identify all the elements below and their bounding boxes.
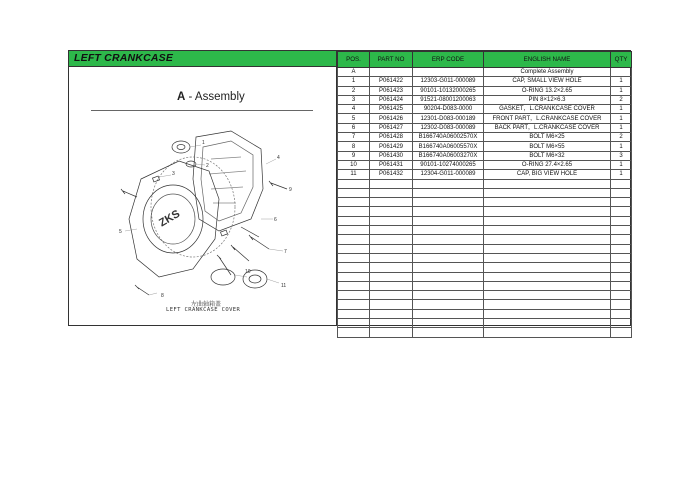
table-row <box>338 114 632 123</box>
empty-cell <box>413 226 484 235</box>
callout-7: 7 <box>284 249 287 255</box>
back-cover-inner <box>201 141 253 221</box>
bolt-shape-6 <box>269 181 287 189</box>
cell-part-no: P061432 <box>370 170 413 179</box>
empty-cell <box>413 291 484 300</box>
empty-cell <box>338 328 370 337</box>
sheet-title: LEFT CRANKCASE <box>74 52 174 64</box>
cell-pos: 11 <box>338 170 370 179</box>
bolt-shape-4 <box>217 255 231 275</box>
cell-erp-code: 91521-08001200063 <box>413 95 484 104</box>
empty-cell <box>611 291 632 300</box>
table-row <box>338 68 632 77</box>
callout-6: 6 <box>274 217 277 223</box>
small-cap-shape <box>172 141 190 153</box>
table-row <box>338 105 632 114</box>
table-row <box>338 95 632 104</box>
cell-english-name: CAP, BIG VIEW HOLE <box>484 170 611 179</box>
cell-qty <box>611 68 632 77</box>
empty-cell <box>338 235 370 244</box>
empty-table-row <box>338 188 632 197</box>
empty-cell <box>370 207 413 216</box>
empty-cell <box>338 272 370 281</box>
empty-table-row <box>338 207 632 216</box>
empty-cell <box>611 328 632 337</box>
callout-9: 9 <box>289 187 292 193</box>
empty-cell <box>611 300 632 309</box>
empty-table-row <box>338 300 632 309</box>
drawing-pane <box>69 67 337 325</box>
col-header-pos: POS. <box>338 52 370 68</box>
empty-cell <box>611 263 632 272</box>
cell-pos: 8 <box>338 142 370 151</box>
table-row <box>338 160 632 169</box>
empty-cell <box>413 198 484 207</box>
empty-cell <box>370 272 413 281</box>
cell-part-no: P061425 <box>370 105 413 114</box>
heading-rule <box>91 110 313 111</box>
empty-cell <box>370 179 413 188</box>
empty-cell <box>370 281 413 290</box>
cell-erp-code: 12302-D083-000089 <box>413 123 484 132</box>
cell-pos: 5 <box>338 114 370 123</box>
empty-cell <box>370 198 413 207</box>
empty-cell <box>413 235 484 244</box>
col-header-part-no: PART NO <box>370 52 413 68</box>
empty-cell <box>338 300 370 309</box>
pin-shape-b <box>220 230 227 236</box>
small-cap-center <box>177 145 185 150</box>
cell-english-name: CAP, SMALL VIEW HOLE <box>484 77 611 86</box>
empty-cell <box>370 244 413 253</box>
empty-cell <box>484 216 611 225</box>
cell-qty: 1 <box>611 170 632 179</box>
empty-cell <box>413 328 484 337</box>
empty-table-row <box>338 235 632 244</box>
empty-cell <box>611 179 632 188</box>
cell-pos: 1 <box>338 77 370 86</box>
cell-part-no: P061422 <box>370 77 413 86</box>
empty-cell <box>370 253 413 262</box>
cell-erp-code <box>413 68 484 77</box>
empty-table-row <box>338 291 632 300</box>
parts-table <box>337 51 632 338</box>
empty-cell <box>484 272 611 281</box>
empty-cell <box>484 179 611 188</box>
empty-cell <box>484 319 611 328</box>
empty-cell <box>370 328 413 337</box>
empty-cell <box>484 291 611 300</box>
callout-2: 2 <box>206 163 209 169</box>
callout-4: 4 <box>277 155 280 161</box>
empty-cell <box>370 235 413 244</box>
empty-cell <box>484 226 611 235</box>
table-row <box>338 77 632 86</box>
callout-3: 3 <box>172 171 175 177</box>
empty-cell <box>484 328 611 337</box>
empty-cell <box>484 263 611 272</box>
col-header-qty: QTY <box>611 52 632 68</box>
table-row <box>338 142 632 151</box>
cell-qty: 2 <box>611 133 632 142</box>
table-row <box>338 170 632 179</box>
cell-part-no: P061423 <box>370 86 413 95</box>
cell-part-no: P061427 <box>370 123 413 132</box>
cell-erp-code: 90101-10274000265 <box>413 160 484 169</box>
empty-cell <box>338 244 370 253</box>
cell-pos: A <box>338 68 370 77</box>
cell-english-name: BOLT M6×55 <box>484 142 611 151</box>
bolt-shape-7 <box>241 227 259 237</box>
cell-pos: 6 <box>338 123 370 132</box>
sheet-title-bar <box>69 51 337 67</box>
cell-english-name: BACK PART，L.CRANKCASE COVER <box>484 123 611 132</box>
cell-erp-code: 12303-G011-000089 <box>413 77 484 86</box>
cell-qty: 1 <box>611 86 632 95</box>
empty-cell <box>338 188 370 197</box>
empty-cell <box>484 235 611 244</box>
empty-cell <box>611 198 632 207</box>
bolt-shape-1 <box>121 189 137 197</box>
cell-pos: 7 <box>338 133 370 142</box>
cell-qty: 1 <box>611 160 632 169</box>
cell-part-no: P061428 <box>370 133 413 142</box>
cell-erp-code: B166740A06002570X <box>413 133 484 142</box>
col-header-erp-code: ERP CODE <box>413 52 484 68</box>
empty-cell <box>484 309 611 318</box>
table-row <box>338 133 632 142</box>
empty-cell <box>338 216 370 225</box>
cell-erp-code: 90204-D083-0000 <box>413 105 484 114</box>
drawing-caption-en: LEFT CRANKCASE COVER <box>166 307 241 313</box>
callout-5: 5 <box>119 229 122 235</box>
cell-english-name: GASKET，L.CRANKCASE COVER <box>484 105 611 114</box>
bolt-shape-3 <box>231 245 249 261</box>
cell-english-name: PIN 8×12×6.3 <box>484 95 611 104</box>
empty-cell <box>338 319 370 328</box>
empty-cell <box>484 281 611 290</box>
empty-table-row <box>338 281 632 290</box>
empty-cell <box>413 207 484 216</box>
cell-qty: 1 <box>611 123 632 132</box>
cell-qty: 1 <box>611 77 632 86</box>
empty-cell <box>338 263 370 272</box>
empty-cell <box>413 216 484 225</box>
cell-english-name: FRONT PART，L.CRANKCASE COVER <box>484 114 611 123</box>
empty-table-row <box>338 216 632 225</box>
big-cap-center <box>249 275 261 283</box>
empty-cell <box>370 188 413 197</box>
empty-cell <box>611 281 632 290</box>
empty-cell <box>611 309 632 318</box>
cell-qty: 1 <box>611 105 632 114</box>
large-oring-shape <box>211 269 235 285</box>
table-row <box>338 151 632 160</box>
empty-cell <box>370 300 413 309</box>
empty-cell <box>611 319 632 328</box>
cell-erp-code: B166740A06003270X <box>413 151 484 160</box>
empty-cell <box>338 207 370 216</box>
cell-erp-code: 12304-G011-000089 <box>413 170 484 179</box>
cell-erp-code: 12301-D083-000189 <box>413 114 484 123</box>
empty-cell <box>338 291 370 300</box>
cell-qty: 3 <box>611 151 632 160</box>
cell-part-no: P061429 <box>370 142 413 151</box>
cell-qty: 1 <box>611 142 632 151</box>
empty-cell <box>413 309 484 318</box>
empty-cell <box>370 216 413 225</box>
assembly-label: - Assembly <box>185 91 245 103</box>
cell-erp-code: B166740A06005570X <box>413 142 484 151</box>
cell-pos: 3 <box>338 95 370 104</box>
empty-cell <box>413 253 484 262</box>
cell-erp-code: 90101-10132000265 <box>413 86 484 95</box>
empty-cell <box>413 263 484 272</box>
cell-part-no: P061431 <box>370 160 413 169</box>
drawing-caption-cn: 左曲轴箱盖 <box>191 301 222 308</box>
empty-table-row <box>338 319 632 328</box>
empty-cell <box>370 291 413 300</box>
assembly-letter: A <box>177 91 186 103</box>
callout-8: 8 <box>161 293 164 299</box>
cell-part-no: P061430 <box>370 151 413 160</box>
pin-shape-a <box>152 176 159 182</box>
empty-cell <box>484 207 611 216</box>
cell-english-name: O-RING 27.4×2.65 <box>484 160 611 169</box>
empty-cell <box>611 207 632 216</box>
empty-cell <box>338 309 370 318</box>
assembly-heading <box>177 91 245 103</box>
cell-pos: 2 <box>338 86 370 95</box>
empty-cell <box>413 188 484 197</box>
leader-lines <box>125 145 283 295</box>
empty-cell <box>611 216 632 225</box>
callout-10: 10 <box>245 269 251 275</box>
empty-cell <box>370 263 413 272</box>
empty-cell <box>611 235 632 244</box>
bolt-shape-2 <box>249 235 269 249</box>
table-row <box>338 86 632 95</box>
exploded-view-drawing <box>101 119 311 299</box>
empty-cell <box>338 198 370 207</box>
cell-pos: 9 <box>338 151 370 160</box>
cell-pos: 4 <box>338 105 370 114</box>
bolt-shape-5 <box>135 285 149 295</box>
callout-11: 11 <box>281 283 287 289</box>
empty-cell <box>484 198 611 207</box>
cell-part-no: P061426 <box>370 114 413 123</box>
empty-table-row <box>338 244 632 253</box>
callout-1: 1 <box>202 140 205 146</box>
empty-cell <box>338 179 370 188</box>
empty-table-row <box>338 328 632 337</box>
front-cover-logo: ZKS <box>157 207 183 230</box>
empty-cell <box>338 253 370 262</box>
cell-qty: 1 <box>611 114 632 123</box>
col-header-english-name: ENGLISH NAME <box>484 52 611 68</box>
empty-cell <box>370 319 413 328</box>
empty-cell <box>370 309 413 318</box>
cell-part-no <box>370 68 413 77</box>
parts-sheet <box>68 50 631 326</box>
empty-cell <box>611 188 632 197</box>
empty-cell <box>413 179 484 188</box>
empty-table-row <box>338 226 632 235</box>
empty-cell <box>338 226 370 235</box>
empty-cell <box>484 188 611 197</box>
empty-cell <box>611 253 632 262</box>
cell-part-no: P061424 <box>370 95 413 104</box>
cell-english-name: BOLT M6×25 <box>484 133 611 142</box>
empty-cell <box>611 226 632 235</box>
empty-cell <box>484 300 611 309</box>
parts-table-header <box>338 52 632 68</box>
cell-qty: 2 <box>611 95 632 104</box>
empty-table-row <box>338 198 632 207</box>
empty-cell <box>413 272 484 281</box>
empty-table-row <box>338 263 632 272</box>
empty-cell <box>370 226 413 235</box>
cell-pos: 10 <box>338 160 370 169</box>
parts-table-body <box>338 68 632 338</box>
empty-cell <box>611 244 632 253</box>
empty-cell <box>484 244 611 253</box>
table-row <box>338 123 632 132</box>
empty-cell <box>413 319 484 328</box>
empty-table-row <box>338 272 632 281</box>
empty-cell <box>413 300 484 309</box>
back-cover-outline <box>193 131 263 231</box>
cell-english-name: O-RING 13.2×2.65 <box>484 86 611 95</box>
empty-table-row <box>338 309 632 318</box>
cell-english-name: Complete Assembly <box>484 68 611 77</box>
empty-cell <box>484 253 611 262</box>
empty-cell <box>338 281 370 290</box>
empty-table-row <box>338 253 632 262</box>
empty-cell <box>413 281 484 290</box>
cell-english-name: BOLT M6×32 <box>484 151 611 160</box>
empty-table-row <box>338 179 632 188</box>
empty-cell <box>413 244 484 253</box>
empty-cell <box>611 272 632 281</box>
